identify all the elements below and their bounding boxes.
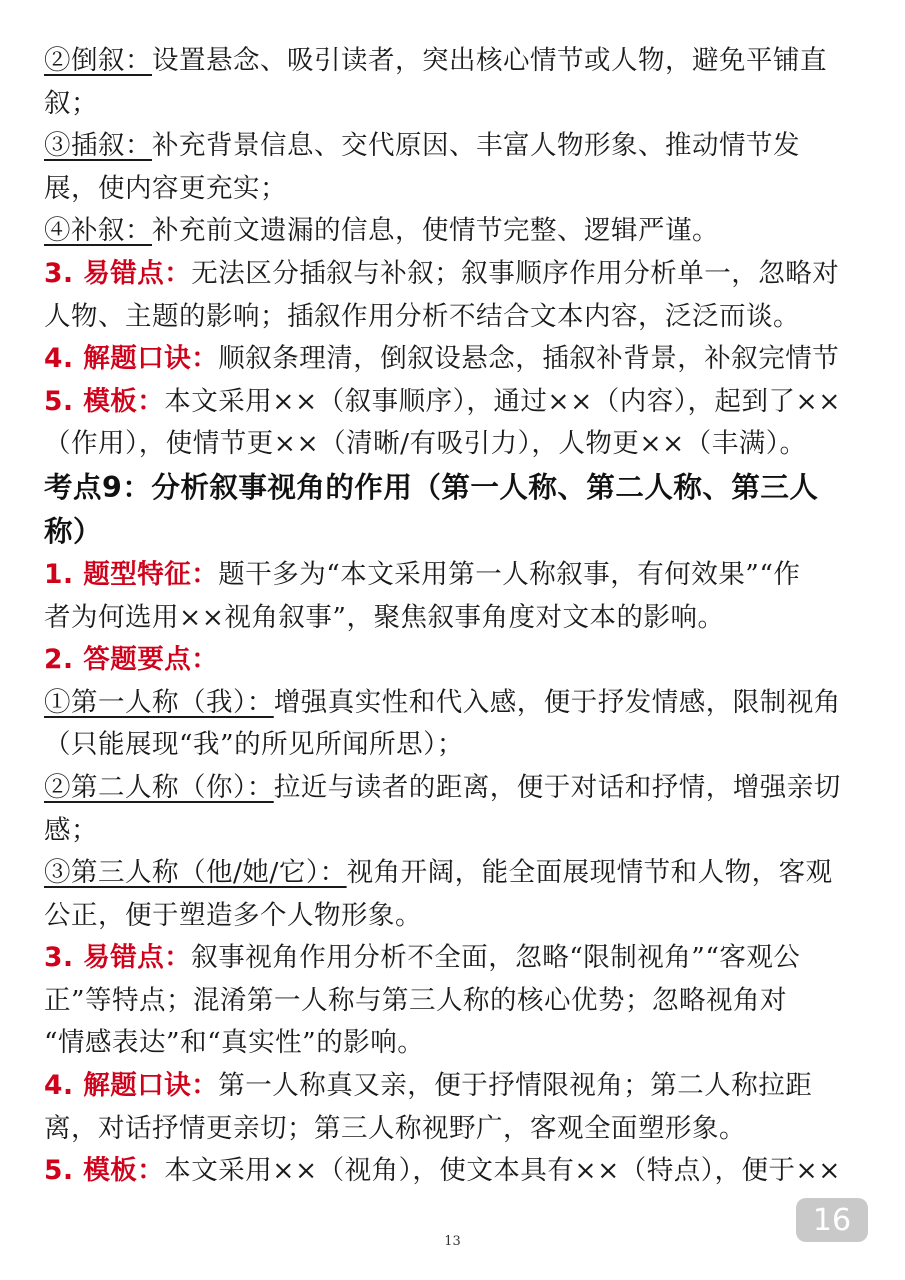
section-label: 3. 易错点： [44,257,192,289]
section-label: 1. 题型特征： [44,558,219,590]
paragraph-pitfalls: 3. 易错点：无法区分插叙与补叙；叙事顺序作用分析单一，忽略对 人物、主题的影响；插叙作用分析不结合文本内容，泛泛而谈。 [44,257,840,332]
paragraph-question-features: 1. 题型特征：题干多为“本文采用第一人称叙事，有何效果”“作 者为何选用××视角叙事”，聚焦叙事角度对文本的影响。 [44,558,801,633]
term-label: ①第一人称（我）： [44,686,274,718]
term-label: ②倒叙： [44,45,152,76]
paragraph-second-person: ②第二人称（你）：拉近与读者的距离，便于对话和抒情，增强亲切 感； [44,771,841,846]
section-label: 3. 易错点： [44,942,192,974]
paragraph-insertion: ③插叙：补充背景信息、交代原因、丰富人物形象、推动情节发 展，使内容更充实； [44,130,800,204]
paragraph-template-2: 5. 模板：本文采用××（视角），使文本具有××（特点），便于×× [44,1155,841,1187]
paragraph-third-person: ③第三人称（他/她/它）：视角开阔，能全面展现情节和人物，客观 公正，便于塑造多个人物形象。 [44,857,833,931]
term-label: ③第三人称（他/她/它）： [44,857,347,889]
section-label: 5. 模板： [44,385,165,417]
term-label: ②第二人称（你）： [44,771,274,803]
paragraph-supplement: ④补叙：补充前文遗漏的信息，使情节完整、逻辑严谨。 [44,215,719,247]
term-label: ④补叙： [44,215,152,247]
section-label: 4. 解题口诀： [44,343,219,375]
paragraph-mnemonic: 4. 解题口诀：顺叙条理清，倒叙设悬念，插叙补背景，补叙完情节 [44,343,840,375]
page-count-badge: 16 [796,1198,868,1242]
term-label: ③插叙： [44,130,152,162]
paragraph-flashback: ②倒叙：设置悬念、吸引读者，突出核心情节或人物，避免平铺直 叙； [44,45,827,119]
paragraph-first-person: ①第一人称（我）：增强真实性和代入感，便于抒发情感，限制视角 （只能展现“我”的所见所闻所思）； [44,686,841,761]
section-label: 4. 解题口诀： [44,1070,219,1102]
paragraph-pitfalls-2: 3. 易错点：叙事视角作用分析不全面，忽略“限制视角”“客观公 正”等特点；混淆第一人称与第三人称的核心优势；忽略视角对 “情感表达”和“真实性”的影响。 [44,942,801,1059]
page-number: 13 [444,1234,461,1249]
paragraph-mnemonic-2: 4. 解题口诀：第一人称真又亲，便于抒情限视角；第二人称拉距 离，对话抒情更亲切；第三人称视野广，客观全面塑形象。 [44,1070,813,1144]
paragraph-answer-points [44,639,864,682]
section-label: 2. 答题要点： [44,644,219,676]
section-heading: 考点9：分析叙事视角的作用（第一人称、第二人称、第三人 称） [44,470,819,548]
paragraph-template: 5. 模板：本文采用××（叙事顺序），通过××（内容），起到了×× （作用），使情节更××（清晰/有吸引力），人物更××（丰满）。 [44,385,841,460]
document-body [44,40,864,1193]
section-label: 5. 模板： [44,1155,165,1187]
